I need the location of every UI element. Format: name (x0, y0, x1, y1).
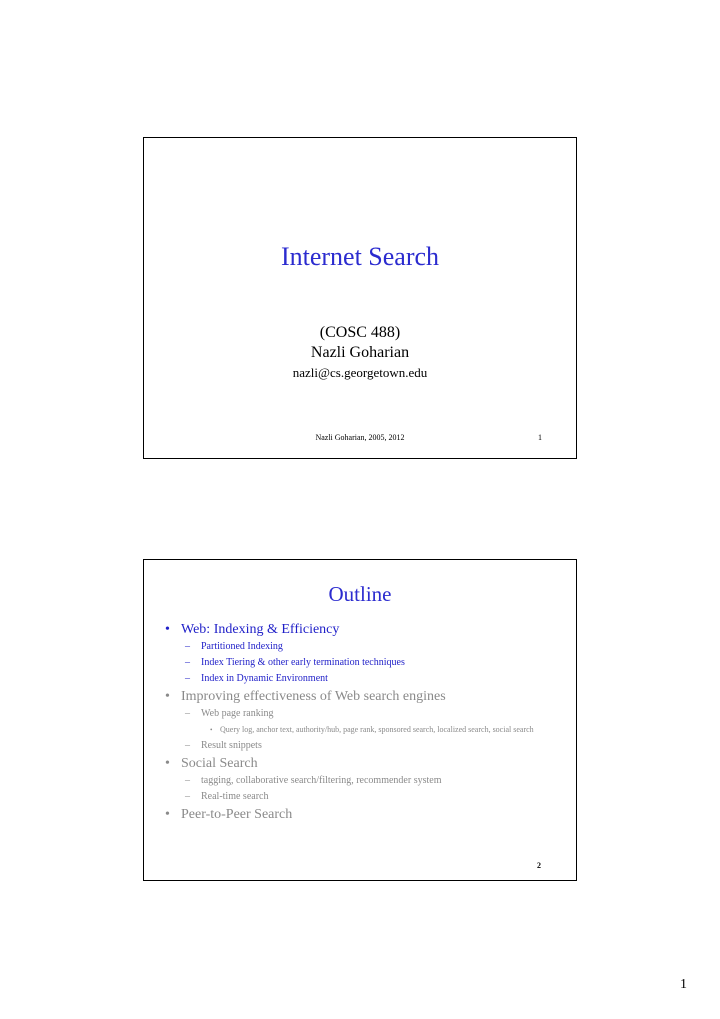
outline-item-text: Real-time search (201, 791, 269, 802)
page-number: 1 (680, 977, 687, 992)
bullet-marker: – (185, 657, 190, 668)
outline-item-level-2 (162, 655, 562, 671)
bullet-marker: – (185, 673, 190, 684)
outline-item-level-2 (162, 738, 562, 754)
bullet-marker: – (185, 740, 190, 751)
bullet-marker: • (210, 726, 213, 734)
slide-1-title: Internet Search (280, 242, 440, 271)
outline-item-level-2 (162, 671, 562, 687)
author-name: Nazli Goharian (310, 344, 410, 361)
outline-list (162, 620, 562, 824)
outline-item-text: tagging, collaborative search/filtering, recommender system (201, 775, 442, 786)
outline-item-text: Index Tiering & other early termination techniques (201, 657, 405, 668)
outline-item-level-2 (162, 639, 562, 655)
outline-item-text: Web page ranking (201, 708, 274, 719)
bullet-marker: • (165, 622, 170, 637)
outline-item-text: Result snippets (201, 740, 262, 751)
slide-1-number: 1 (538, 433, 542, 442)
course-code: (COSC 488) (319, 324, 401, 341)
outline-item-level-2 (162, 706, 562, 722)
slide-2 (143, 559, 577, 881)
outline-item-level-2 (162, 773, 562, 789)
slide-2-title: Outline (328, 582, 392, 606)
bullet-marker: – (185, 708, 190, 719)
bullet-marker: – (185, 641, 190, 652)
outline-item-level-3 (162, 722, 562, 738)
outline-item-level-1 (162, 687, 562, 706)
bullet-marker: • (165, 807, 170, 822)
bullet-marker: • (165, 689, 170, 704)
bullet-marker: – (185, 775, 190, 786)
slide-1-footer: Nazli Goharian, 2005, 2012 (315, 433, 405, 442)
outline-item-level-2 (162, 789, 562, 805)
outline-item-text: Improving effectiveness of Web search engines (181, 689, 446, 704)
outline-item-text: Partitioned Indexing (201, 641, 283, 652)
outline-item-level-1 (162, 805, 562, 824)
slide-1 (143, 137, 577, 459)
bullet-marker: – (185, 791, 190, 802)
outline-item-level-1 (162, 754, 562, 773)
outline-item-text: Query log, anchor text, authority/hub, page rank, sponsored search, localized search, social search (220, 725, 534, 734)
outline-item-text: Social Search (181, 756, 258, 771)
outline-item-text: Peer-to-Peer Search (181, 807, 293, 822)
outline-item-level-1 (162, 620, 562, 639)
outline-item-text: Index in Dynamic Environment (201, 673, 328, 684)
outline-item-text: Web: Indexing & Efficiency (181, 622, 340, 637)
bullet-marker: • (165, 756, 170, 771)
slide-2-number: 2 (537, 861, 541, 870)
author-email: nazli@cs.georgetown.edu (292, 365, 428, 380)
